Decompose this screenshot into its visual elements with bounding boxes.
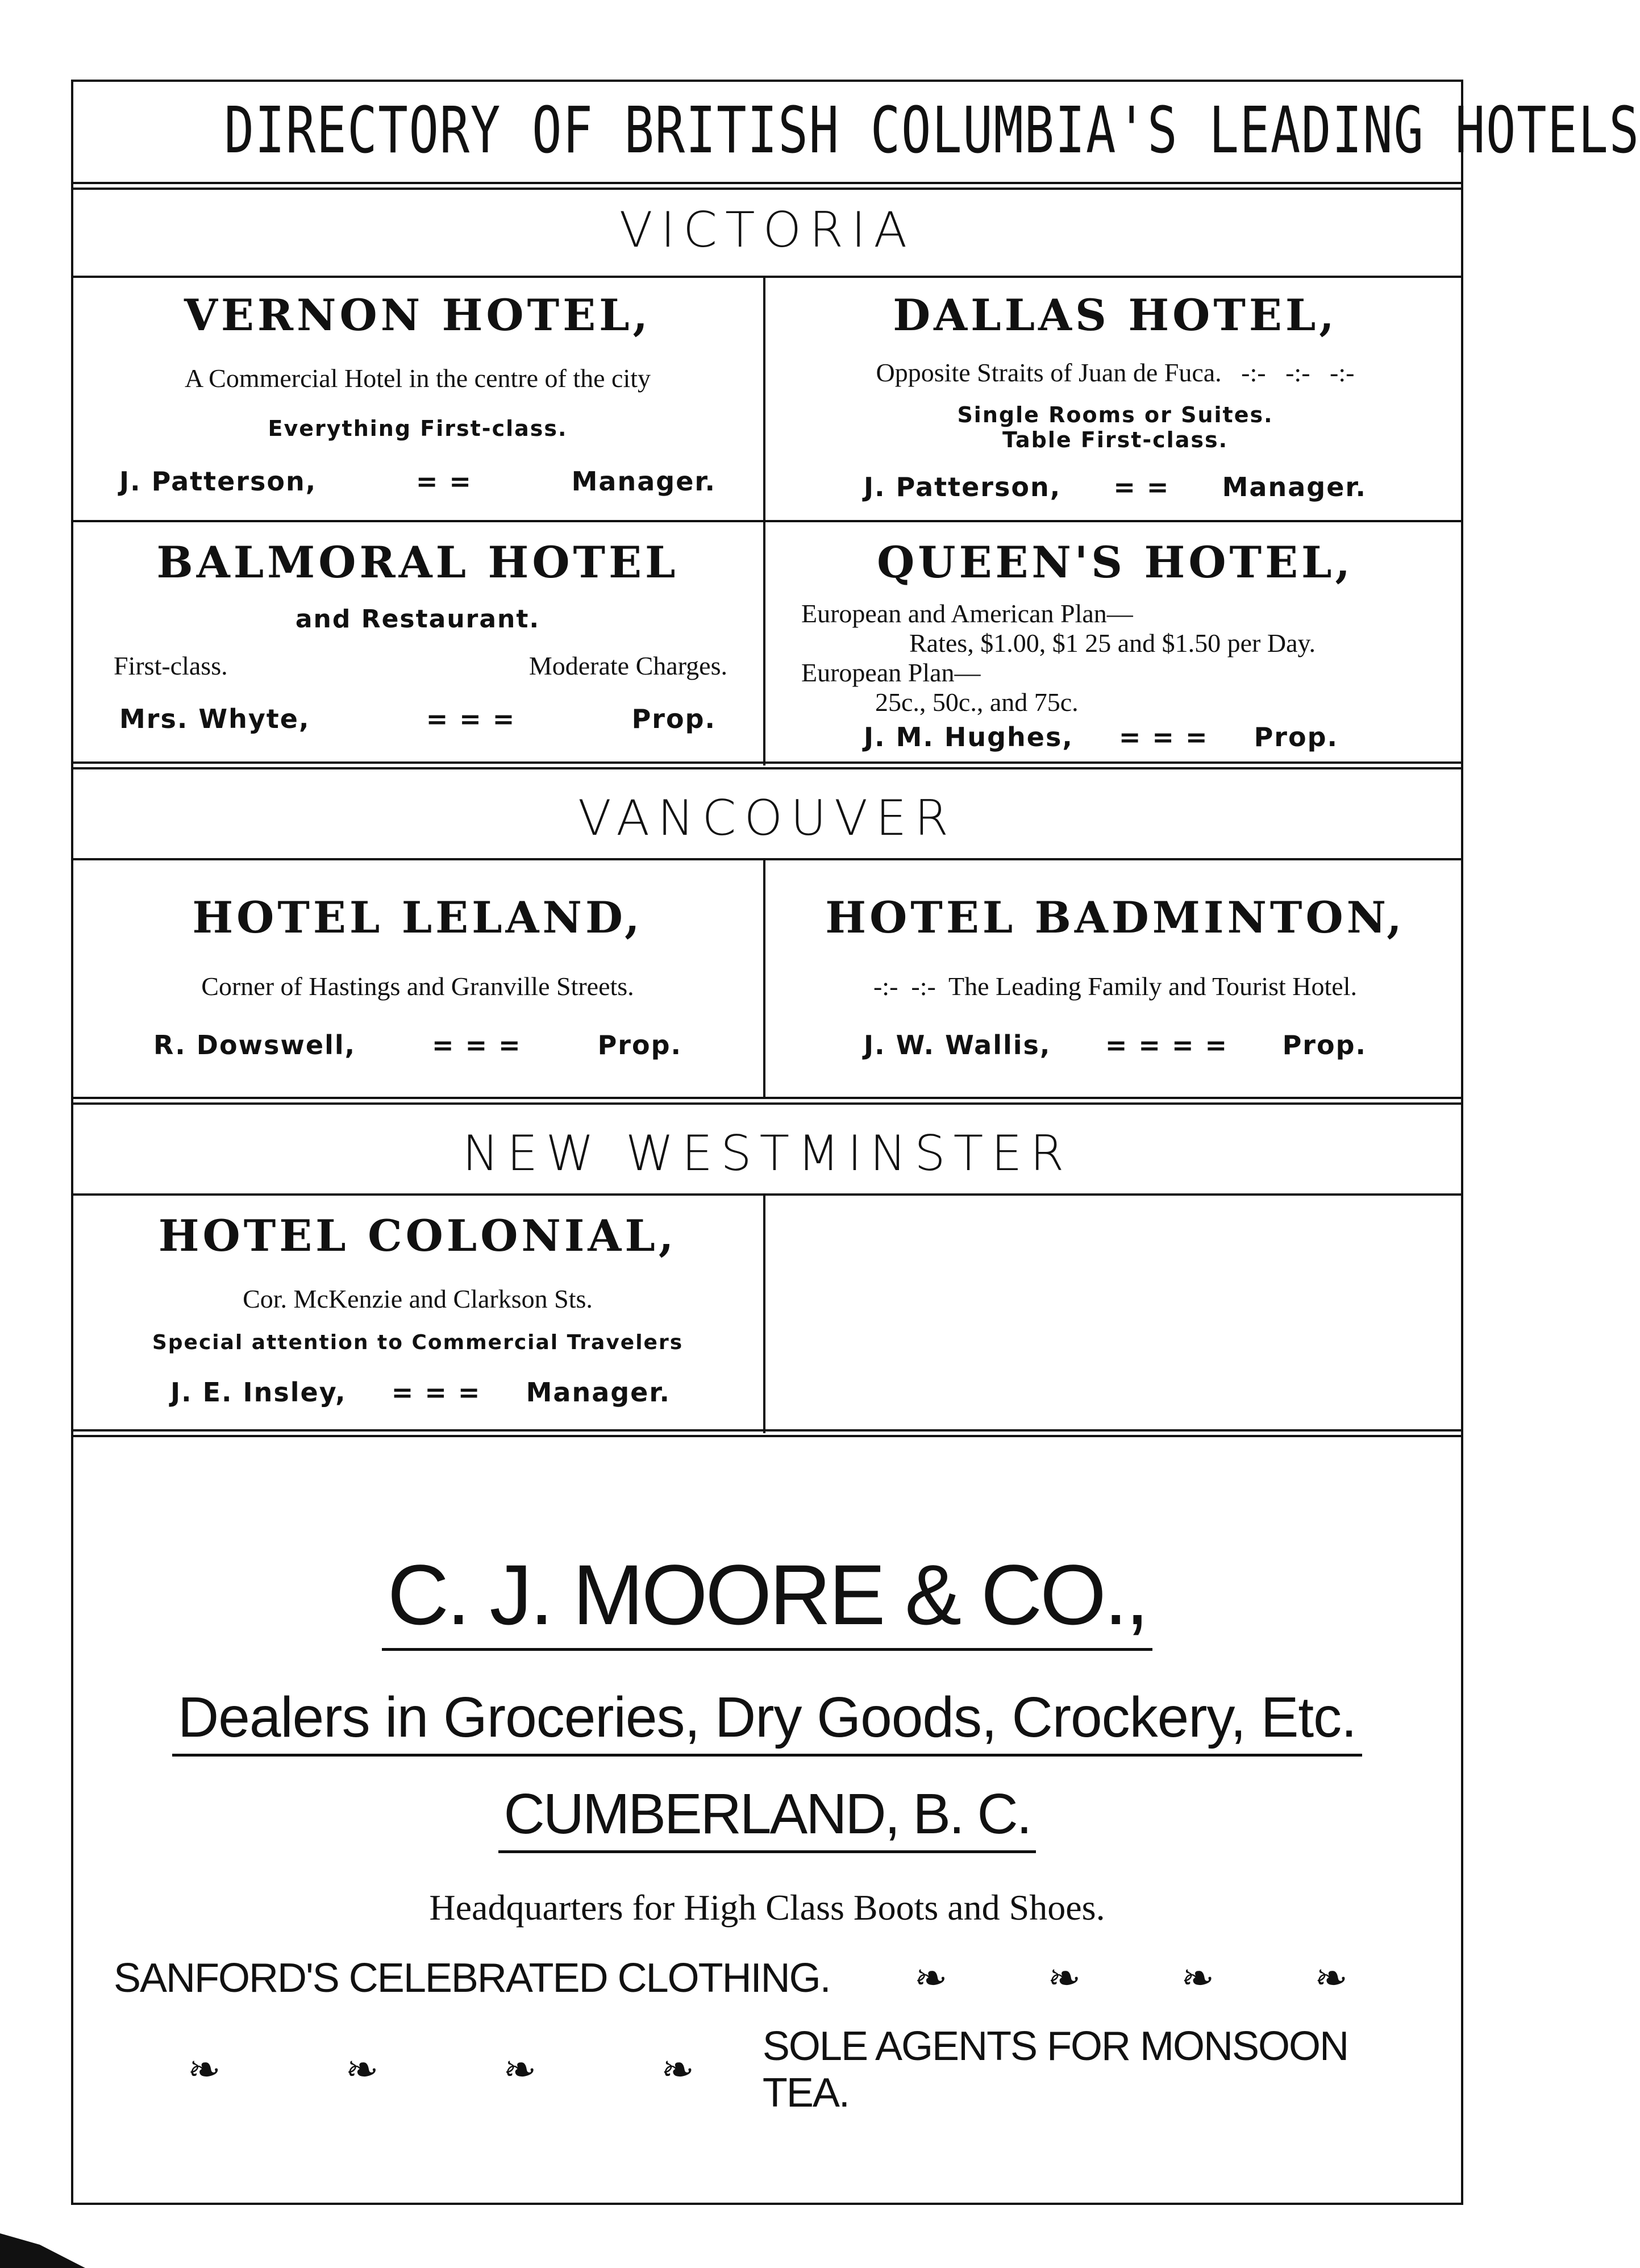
fleuron-icon: ❧	[503, 2046, 537, 2093]
hotel-balmoral	[85, 537, 750, 734]
separator-dots: = =	[415, 466, 472, 497]
city-heading-vancouver: VANCOUVER	[577, 790, 957, 847]
hotel-name: HOTEL COLONIAL,	[158, 1210, 677, 1261]
ad-dealers-line	[71, 1685, 1463, 1750]
hotel-manager-line	[170, 1377, 671, 1408]
manager-role: Manager.	[571, 466, 716, 497]
hotel-description: Corner of Hastings and Granville Streets.	[201, 972, 634, 1001]
tea-text: SOLE AGENTS FOR MONSOON TEA.	[762, 2024, 1348, 2116]
hotel-manager-line	[119, 704, 716, 734]
hotel-note-2: Table First-class.	[1002, 427, 1229, 452]
separator-dots: = = =	[426, 704, 516, 734]
manager-role: Manager.	[526, 1377, 671, 1408]
hotel-manager-line	[119, 466, 716, 497]
fleuron-icon: ❧	[1314, 1955, 1348, 2001]
divider	[71, 1429, 1463, 1437]
hotel-manager-line	[864, 1030, 1367, 1060]
binding-mark	[0, 2211, 114, 2268]
fleuron-icon: ❧	[914, 1955, 948, 2001]
ad-clothing-line	[114, 1955, 1398, 2001]
fleuron-icon: ❧	[1047, 1955, 1081, 2001]
hotel-queens	[779, 537, 1452, 752]
hotel-class: First-class.	[114, 651, 228, 680]
clothing-text: SANFORD'S CELEBRATED CLOTHING.	[114, 1955, 830, 2001]
manager-role: Manager.	[1222, 472, 1367, 502]
hotel-manager-line	[864, 472, 1367, 502]
hotel-vernon	[85, 290, 750, 497]
manager-role: Prop.	[631, 704, 716, 734]
hotel-description: A Commercial Hotel in the centre of the city	[184, 364, 651, 393]
hotel-name: HOTEL LELAND,	[192, 892, 643, 943]
divider	[71, 1193, 1463, 1196]
manager-name: J. E. Insley,	[170, 1377, 347, 1408]
city-heading-new-westminster: NEW WESTMINSTER	[462, 1125, 1072, 1182]
ad-headquarters-line: Headquarters for High Class Boots and Shoes.	[429, 1887, 1105, 1928]
separator-dots: = = =	[391, 1377, 481, 1408]
hotel-rates-2: 25c., 50c., and 75c.	[875, 688, 1079, 717]
manager-role: Prop.	[1254, 722, 1338, 752]
manager-role: Prop.	[1282, 1030, 1367, 1060]
separator-dots: = = =	[1118, 722, 1209, 752]
hotel-name: VERNON HOTEL,	[184, 290, 652, 340]
divider	[71, 276, 1463, 278]
manager-role: Prop.	[597, 1030, 682, 1060]
city-heading-victoria: VICTORIA	[619, 202, 915, 259]
column-divider	[763, 1195, 765, 1433]
hotel-name: BALMORAL HOTEL	[156, 537, 679, 588]
hotel-manager-line	[864, 722, 1338, 752]
hotel-note: Single Rooms or Suites.	[957, 402, 1273, 427]
hotel-name: DALLAS HOTEL,	[893, 290, 1338, 340]
column-divider	[763, 859, 765, 1098]
ornament-row	[864, 1955, 1398, 2001]
manager-name: J. M. Hughes,	[864, 722, 1073, 752]
company-name: C. J. MOORE & CO.,	[382, 1547, 1152, 1651]
hotel-colonial	[85, 1210, 750, 1408]
manager-name: J. W. Wallis,	[864, 1030, 1051, 1060]
advertiser-name	[71, 1546, 1463, 1644]
dealers-text: Dealers in Groceries, Dry Goods, Crockery, Etc.	[172, 1686, 1362, 1757]
location-text: CUMBERLAND, B. C.	[498, 1782, 1037, 1853]
separator-dots: = = = =	[1105, 1030, 1229, 1060]
fleuron-icon: ❧	[661, 2046, 694, 2093]
hotel-details	[114, 651, 727, 681]
divider	[71, 520, 1463, 522]
hotel-description: Opposite Straits of Juan de Fuca. -:- -:- -:-	[876, 358, 1355, 387]
hotel-note: and Restaurant.	[295, 605, 540, 634]
hotel-manager-line	[153, 1030, 682, 1060]
hotel-plan: European and American Plan—	[801, 599, 1133, 628]
ornament-row	[188, 2046, 694, 2093]
divider	[71, 761, 1463, 769]
hotel-rates: Rates, $1.00, $1 25 and $1.50 per Day.	[909, 629, 1316, 657]
divider	[71, 858, 1463, 860]
hotel-name: HOTEL BADMINTON,	[825, 892, 1405, 943]
hotel-dallas	[779, 290, 1452, 502]
ad-tea-line	[188, 2023, 1438, 2116]
manager-name: J. Patterson,	[864, 472, 1062, 502]
ad-location-line	[71, 1782, 1463, 1847]
hotel-description: -:- -:- The Leading Family and Tourist Hotel.	[873, 972, 1358, 1001]
hotel-leland	[85, 892, 750, 1060]
manager-name: Mrs. Whyte,	[119, 704, 310, 734]
hotel-charges: Moderate Charges.	[528, 651, 727, 680]
manager-name: R. Dowswell,	[153, 1030, 356, 1060]
fleuron-icon: ❧	[188, 2046, 221, 2093]
fleuron-icon: ❧	[1181, 1955, 1215, 2001]
fleuron-icon: ❧	[345, 2046, 379, 2093]
hotel-badminton	[779, 892, 1452, 1060]
hotel-note: Everything First-class.	[268, 416, 568, 441]
separator-dots: = =	[1113, 472, 1170, 502]
hotel-description: Cor. McKenzie and Clarkson Sts.	[243, 1284, 593, 1313]
page-title: DIRECTORY OF BRITISH COLUMBIA'S LEADING HOTELS	[224, 94, 1640, 168]
hotel-plan-2: European Plan—	[801, 658, 981, 687]
manager-name: J. Patterson,	[119, 466, 317, 497]
divider	[71, 1097, 1463, 1105]
hotel-note: Special attention to Commercial Travelers	[152, 1331, 684, 1354]
hotel-name: QUEEN'S HOTEL,	[877, 537, 1354, 588]
separator-dots: = = =	[432, 1030, 522, 1060]
binding-mark-shape	[0, 2233, 85, 2268]
divider	[71, 182, 1463, 190]
